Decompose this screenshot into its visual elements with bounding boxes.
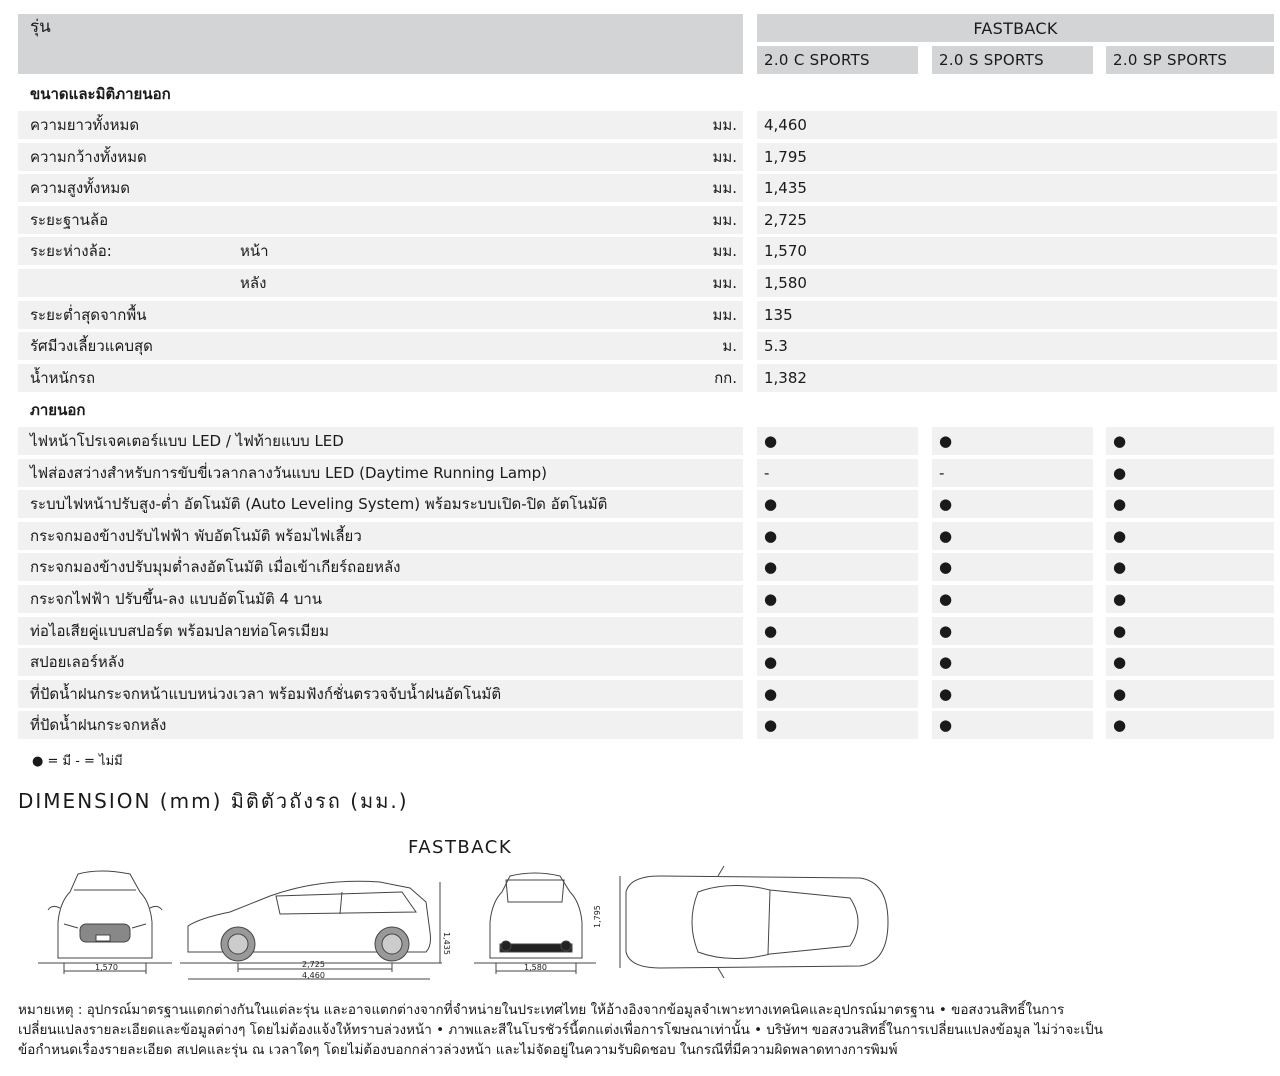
spec-unit: มม.: [712, 274, 737, 292]
feature-row-label: ที่ปัดน้ำฝนกระจกหลัง: [18, 711, 743, 739]
feature-availability-c-sports: ●: [757, 680, 918, 708]
feature-availability-sp-sports: ●: [1106, 617, 1274, 645]
spec-unit: มม.: [712, 305, 737, 324]
feature-availability-c-sports: ●: [757, 648, 918, 676]
spec-value: 1,795: [757, 143, 1277, 171]
car-dimension-drawings: [30, 862, 910, 990]
spec-label: ความสูงทั้งหมด: [30, 179, 130, 198]
feature-row-label: กระจกไฟฟ้า ปรับขึ้น-ลง แบบอัตโนมัติ 4 บาน: [18, 585, 743, 613]
feature-row-label: ระบบไฟหน้าปรับสูง-ต่ำ อัตโนมัติ (Auto Leveling System) พร้อมระบบเปิด-ปิด อัตโนมัติ: [18, 490, 743, 518]
spec-unit: ม.: [722, 337, 737, 356]
feature-row-label: ที่ปัดน้ำฝนกระจกหน้าแบบหน่วงเวลา พร้อมฟังก์ชั่นตรวจจับน้ำฝนอัตโนมัติ: [18, 680, 743, 708]
rear-view-car-drawing: [474, 873, 596, 974]
top-view-car-drawing: [620, 866, 888, 978]
feature-availability-sp-sports: ●: [1106, 490, 1274, 518]
feature-availability-s-sports: ●: [932, 585, 1093, 613]
height-label: 1,435: [442, 932, 451, 955]
spec-unit: มม.: [712, 116, 737, 134]
spec-unit: กก.: [714, 368, 737, 387]
feature-availability-sp-sports: ●: [1106, 553, 1274, 581]
spec-label: รัศมีวงเลี้ยวแคบสุด: [30, 337, 153, 356]
feature-availability-sp-sports: ●: [1106, 585, 1274, 613]
spec-label: ระยะห่างล้อ:: [30, 242, 112, 261]
spec-unit: มม.: [712, 242, 737, 261]
feature-availability-s-sports: ●: [932, 648, 1093, 676]
feature-availability-c-sports: ●: [757, 617, 918, 645]
spec-row-label: [18, 269, 743, 297]
spec-value: 135: [757, 301, 1277, 329]
spec-label: ระยะต่ำสุดจากพื้น: [30, 305, 147, 324]
feature-availability-c-sports: -: [757, 459, 918, 487]
feature-row-label: สปอยเลอร์หลัง: [18, 648, 743, 676]
front-view-car-drawing: [38, 871, 172, 974]
spec-value: 1,435: [757, 174, 1277, 202]
feature-availability-c-sports: ●: [757, 711, 918, 739]
feature-availability-sp-sports: ●: [1106, 522, 1274, 550]
feature-availability-s-sports: ●: [932, 522, 1093, 550]
model-header-sp-sports: 2.0 SP SPORTS: [1106, 46, 1274, 74]
spec-sublabel: หน้า: [240, 242, 269, 261]
feature-row-label: ท่อไอเสียคู่แบบสปอร์ต พร้อมปลายท่อโครเมียม: [18, 617, 743, 645]
overall-length-label: 4,460: [302, 971, 325, 980]
feature-availability-c-sports: ●: [757, 553, 918, 581]
spec-row-label: [18, 111, 743, 139]
spec-unit: มม.: [712, 179, 737, 198]
feature-row-label: กระจกมองข้างปรับไฟฟ้า พับอัตโนมัติ พร้อมไฟเลี้ยว: [18, 522, 743, 550]
spec-label: ความยาวทั้งหมด: [30, 116, 140, 134]
spec-label: ระยะฐานล้อ: [30, 210, 109, 229]
body-type-header: FASTBACK: [757, 14, 1274, 42]
model-header-cell: [18, 14, 743, 74]
model-label: รุ่น: [30, 17, 51, 37]
spec-row-label: [18, 174, 743, 202]
spec-value: 1,580: [757, 269, 1277, 297]
feature-availability-sp-sports: ●: [1106, 427, 1274, 455]
feature-availability-s-sports: ●: [932, 427, 1093, 455]
feature-availability-s-sports: -: [932, 459, 1093, 487]
disclaimer-note: หมายเหตุ : อุปกรณ์มาตรฐานแตกต่างกันในแต่ละรุ่น และอาจแตกต่างจากที่จำหน่ายในประเทศไทย ให้อ้างอิงจากข้อมูลจำเพาะทางเทคนิคและอุปกรณ์มาตรฐาน • ขอสงวนสิทธิ์ในการเปลี่ยนแปลงรายละเอียดและข้อมูลต่างๆ โดยไม่ต้องแจ้งให้ทราบล่วงหน้า • ภาพและสีในโบรชัวร์นี้ตกแต่งเพื่อการโฆษณาเท่านั้น • บริษัทฯ ขอสงวนสิทธิ์ในการเปลี่ยนแปลงข้อมูล ไม่ว่าจะเป็นข้อกำหนดเรื่องรายละเอียด สเปคและรุ่น ณ เวลาใดๆ โดยไม่ต้องบอกกล่าวล่วงหน้า และไม่จัดอยู่ในความรับผิดชอบ ในกรณีที่มีความผิดพลาดทางการพิมพ์: [18, 1002, 1103, 1058]
feature-availability-s-sports: ●: [932, 680, 1093, 708]
section-title-exterior: ภายนอก: [30, 401, 86, 419]
feature-row-label: ไฟหน้าโปรเจคเตอร์แบบ LED / ไฟท้ายแบบ LED: [18, 427, 743, 455]
feature-availability-c-sports: ●: [757, 522, 918, 550]
spec-row-label: [18, 206, 743, 234]
feature-availability-c-sports: ●: [757, 427, 918, 455]
spec-value: 4,460: [757, 111, 1277, 139]
legend: ● = มี - = ไม่มี: [32, 754, 123, 769]
dimension-section-subtitle: FASTBACK: [408, 837, 513, 858]
feature-availability-sp-sports: ●: [1106, 711, 1274, 739]
model-header-c-sports: 2.0 C SPORTS: [757, 46, 918, 74]
feature-availability-sp-sports: ●: [1106, 459, 1274, 487]
feature-row-label: ไฟส่องสว่างสำหรับการขับขี่เวลากลางวันแบบ LED (Daytime Running Lamp): [18, 459, 743, 487]
front-track-label: 1,570: [95, 963, 118, 972]
feature-availability-s-sports: ●: [932, 490, 1093, 518]
dimension-section-title: DIMENSION (mm) มิติตัวถังรถ (มม.): [18, 789, 409, 813]
feature-availability-sp-sports: ●: [1106, 648, 1274, 676]
spec-row-label: [18, 237, 743, 265]
feature-availability-c-sports: ●: [757, 490, 918, 518]
spec-row-label: [18, 364, 743, 392]
spec-value: 2,725: [757, 206, 1277, 234]
section-title-dimensions: ขนาดและมิติภายนอก: [30, 85, 171, 103]
spec-label: น้ำหนักรถ: [30, 368, 96, 387]
feature-availability-sp-sports: ●: [1106, 680, 1274, 708]
spec-value: 1,570: [757, 237, 1277, 265]
spec-unit: มม.: [712, 147, 737, 166]
feature-availability-c-sports: ●: [757, 585, 918, 613]
feature-availability-s-sports: ●: [932, 711, 1093, 739]
spec-sublabel: หลัง: [240, 274, 267, 292]
spec-row-label: [18, 332, 743, 360]
width-label: 1,795: [593, 905, 602, 928]
model-header-s-sports: 2.0 S SPORTS: [932, 46, 1093, 74]
wheelbase-label: 2,725: [302, 960, 325, 969]
rear-track-label: 1,580: [524, 963, 547, 972]
feature-row-label: กระจกมองข้างปรับมุมต่ำลงอัตโนมัติ เมื่อเข้าเกียร์ถอยหลัง: [18, 553, 743, 581]
spec-row-label: [18, 301, 743, 329]
spec-unit: มม.: [712, 210, 737, 229]
spec-value: 1,382: [757, 364, 1277, 392]
spec-row-label: [18, 143, 743, 171]
feature-availability-s-sports: ●: [932, 553, 1093, 581]
spec-value: 5.3: [757, 332, 1277, 360]
spec-label: ความกว้างทั้งหมด: [30, 147, 147, 166]
feature-availability-s-sports: ●: [932, 617, 1093, 645]
